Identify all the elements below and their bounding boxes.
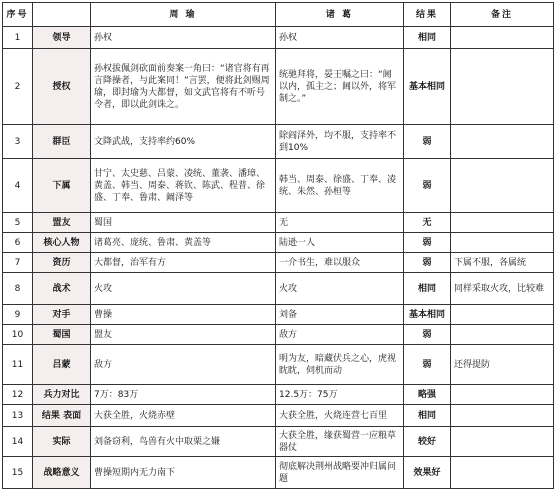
row-note (451, 457, 554, 489)
row-item: 领导 (33, 27, 91, 49)
row-item: 对手 (33, 305, 91, 325)
row-zhuge: 12.5万：75万 (276, 385, 404, 405)
table-row (3, 233, 554, 253)
row-item: 资历 (33, 253, 91, 273)
table-row (3, 49, 554, 125)
row-zhouyu: 孙权拔佩剑砍面前奏案一角曰：“诸官将有再言降操者，与此案同！”言罢，便将此剑赐周瑜，即封瑜为大都督，如文武官将有不听号令者，即以此剑诛之。 (91, 49, 276, 125)
row-note: 下属不服，各属统 (451, 253, 554, 273)
row-no: 11 (3, 345, 33, 385)
table-row (3, 345, 554, 385)
row-result: 相同 (404, 273, 451, 305)
row-zhouyu: 诸葛亮、庞统、鲁肃、黄盖等 (91, 233, 276, 253)
comparison-table (2, 2, 554, 489)
row-zhuge: 彻底解决荆州战略要冲归属问题 (276, 457, 404, 489)
table-row (3, 253, 554, 273)
row-zhouyu: 曹操短期内无力南下 (91, 457, 276, 489)
row-item: 核心人物 (33, 233, 91, 253)
row-result: 弱 (404, 345, 451, 385)
row-zhouyu: 甘宁、太史慈、吕蒙、凌统、董袭、潘璋、黄盖、韩当、周泰、蒋钦、陈武、程普、徐盛、丁奉、鲁肃、阚泽等 (91, 159, 276, 213)
row-note (451, 427, 554, 457)
row-zhuge: 孙权 (276, 27, 404, 49)
row-note (451, 213, 554, 233)
row-zhuge: 统驰拜将，晏王嘱之曰：“阃以内，孤主之；阃以外，将军制之。” (276, 49, 404, 125)
row-zhuge: 明为友，暗藏伏兵之心，虎视眈眈，伺机而动 (276, 345, 404, 385)
header-zhuge: 诸 葛 (276, 3, 404, 27)
row-zhouyu: 刘备窃利，鸟兽有火中取栗之嫌 (91, 427, 276, 457)
header-item (33, 3, 91, 27)
row-zhouyu: 文降武战，支持率约60% (91, 125, 276, 159)
row-zhuge: 韩当、周泰、徐盛、丁奉、凌统、朱然、孙桓等 (276, 159, 404, 213)
row-zhuge: 除阎泽外，均不服，支持率不到10% (276, 125, 404, 159)
row-no: 13 (3, 405, 33, 427)
table-row (3, 27, 554, 49)
table-row (3, 159, 554, 213)
row-zhuge: 大获全胜，缘获蜀营一应粮草器仗 (276, 427, 404, 457)
table-row (3, 405, 554, 427)
row-note (451, 385, 554, 405)
row-no: 3 (3, 125, 33, 159)
row-note: 还得提防 (451, 345, 554, 385)
row-zhouyu: 大获全胜，火烧赤壁 (91, 405, 276, 427)
row-item: 授权 (33, 49, 91, 125)
row-result: 弱 (404, 125, 451, 159)
row-result: 基本相同 (404, 305, 451, 325)
row-note (451, 233, 554, 253)
row-item: 吕蒙 (33, 345, 91, 385)
row-sub-item: 表面 (63, 410, 82, 421)
row-note (451, 125, 554, 159)
row-no: 15 (3, 457, 33, 489)
table-row (3, 305, 554, 325)
row-zhouyu: 火攻 (91, 273, 276, 305)
row-no: 14 (3, 427, 33, 457)
row-result: 无 (404, 213, 451, 233)
row-group: 结果 (41, 410, 60, 421)
row-no: 2 (3, 49, 33, 125)
row-no: 4 (3, 159, 33, 213)
row-zhouyu: 蜀国 (91, 213, 276, 233)
row-zhouyu: 曹操 (91, 305, 276, 325)
row-zhuge: 敌方 (276, 325, 404, 345)
row-zhouyu: 孙权 (91, 27, 276, 49)
row-zhuge: 一介书生，难以服众 (276, 253, 404, 273)
row-result: 较好 (404, 427, 451, 457)
row-note: 同样采取火攻，比较难 (451, 273, 554, 305)
row-result: 相同 (404, 405, 451, 427)
row-result: 弱 (404, 159, 451, 213)
row-no: 5 (3, 213, 33, 233)
row-result: 效果好 (404, 457, 451, 489)
table-row (3, 457, 554, 489)
row-result: 略强 (404, 385, 451, 405)
row-no: 8 (3, 273, 33, 305)
row-item: 实际 (33, 427, 91, 457)
row-no: 1 (3, 27, 33, 49)
row-item: 兵力对比 (33, 385, 91, 405)
row-zhouyu: 敌方 (91, 345, 276, 385)
row-no: 7 (3, 253, 33, 273)
row-zhuge: 刘备 (276, 305, 404, 325)
row-note (451, 27, 554, 49)
row-result: 相同 (404, 27, 451, 49)
table-row (3, 213, 554, 233)
row-no: 10 (3, 325, 33, 345)
row-no: 9 (3, 305, 33, 325)
table-row (3, 273, 554, 305)
header-result: 结果 (404, 3, 451, 27)
row-result: 弱 (404, 233, 451, 253)
row-note (451, 305, 554, 325)
row-item: 战术 (33, 273, 91, 305)
row-note (451, 49, 554, 125)
row-no: 12 (3, 385, 33, 405)
row-item: 战略意义 (33, 457, 91, 489)
row-zhouyu: 大都督，治军有方 (91, 253, 276, 273)
row-zhuge: 火攻 (276, 273, 404, 305)
header-no: 序号 (3, 3, 33, 27)
row-result: 基本相同 (404, 49, 451, 125)
row-note (451, 159, 554, 213)
row-item: 蜀国 (33, 325, 91, 345)
row-item: 群臣 (33, 125, 91, 159)
table-row (3, 385, 554, 405)
row-result: 弱 (404, 253, 451, 273)
row-no: 6 (3, 233, 33, 253)
row-note (451, 325, 554, 345)
table-row (3, 325, 554, 345)
row-result: 弱 (404, 325, 451, 345)
row-item: 盟友 (33, 213, 91, 233)
row-item (33, 405, 91, 427)
row-item: 下属 (33, 159, 91, 213)
table-row (3, 427, 554, 457)
row-zhouyu: 7万：83万 (91, 385, 276, 405)
row-zhouyu: 盟友 (91, 325, 276, 345)
table-row (3, 125, 554, 159)
header-zhouyu: 周 瑜 (91, 3, 276, 27)
row-zhuge: 无 (276, 213, 404, 233)
table-header-row (3, 3, 554, 27)
row-zhuge: 陆逊一人 (276, 233, 404, 253)
header-note: 备注 (451, 3, 554, 27)
row-note (451, 405, 554, 427)
row-zhuge: 大获全胜，火烧连营七百里 (276, 405, 404, 427)
